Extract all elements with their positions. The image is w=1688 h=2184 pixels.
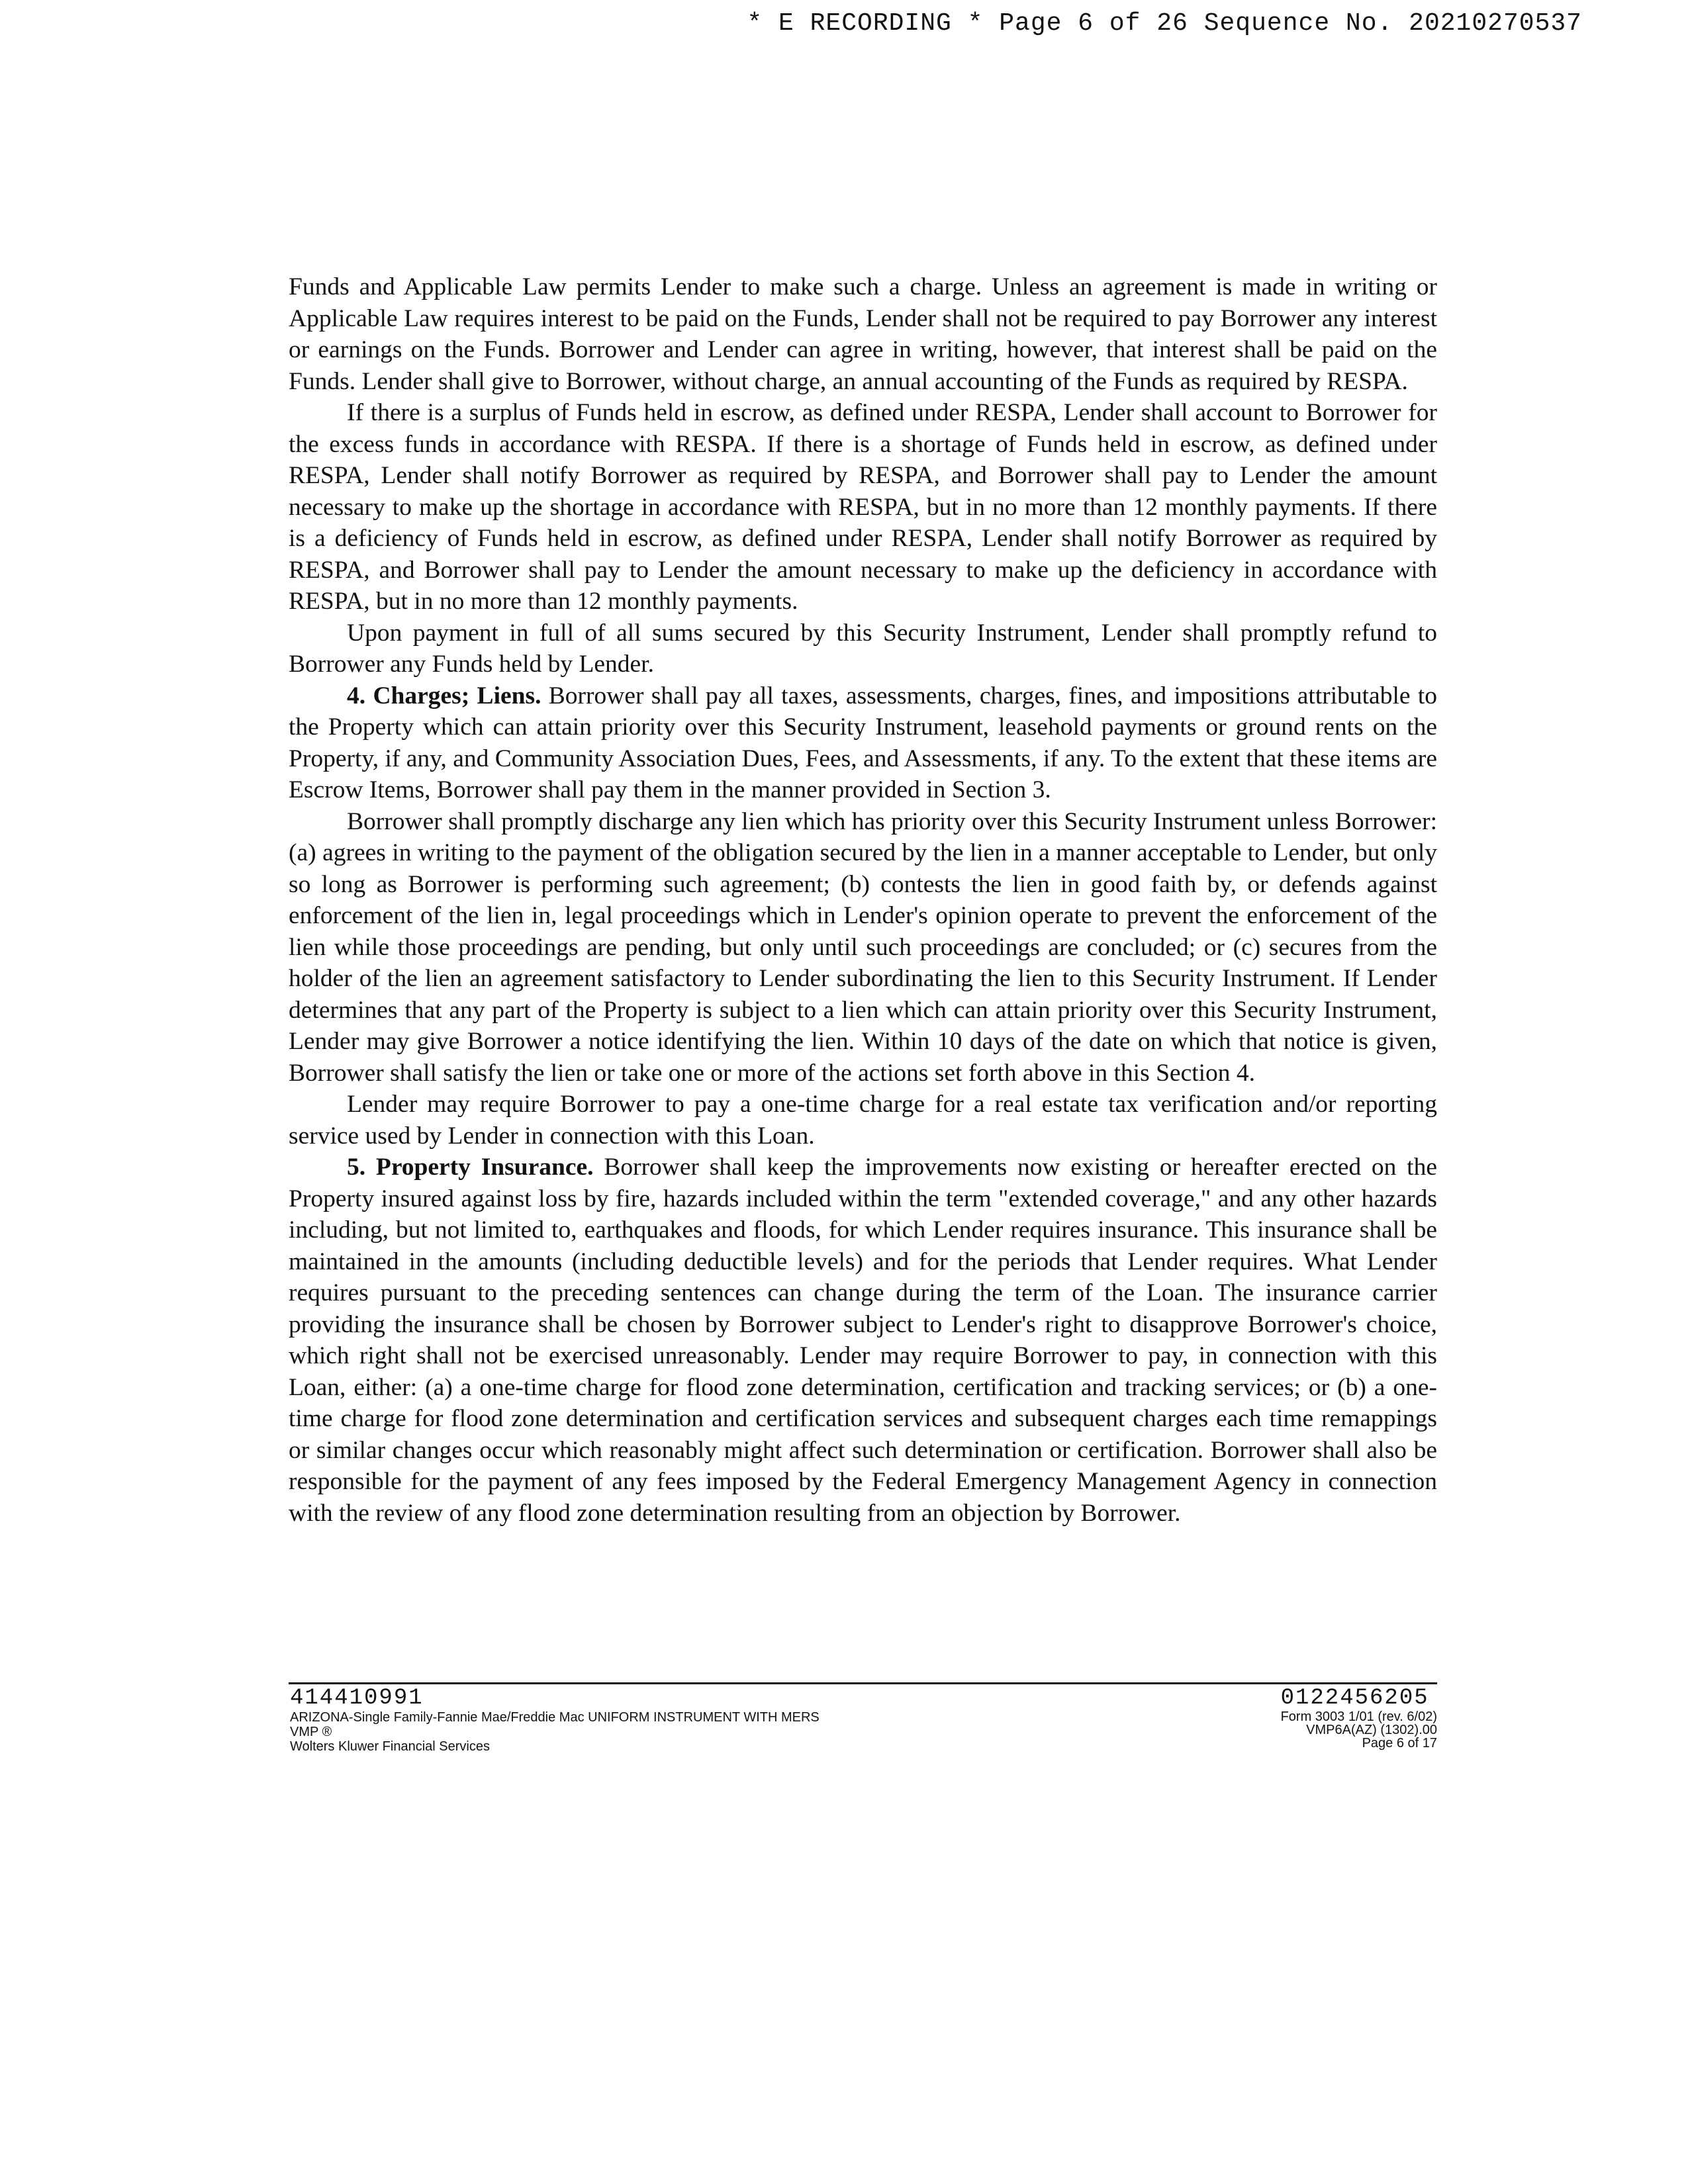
footer-document-number: 0122456205 (1280, 1686, 1429, 1711)
footer-vmp-code: VMP6A(AZ) (1302).00 (1306, 1723, 1437, 1737)
footer-page-number: Page 6 of 17 (1362, 1736, 1437, 1751)
footer-vmp-mark: VMP ® (290, 1725, 332, 1739)
section-4-heading: 4. Charges; Liens. (347, 682, 541, 709)
recording-stamp-header: * E RECORDING * Page 6 of 26 Sequence No. 20210270537 (747, 9, 1582, 38)
paragraph-tax-verification: Lender may require Borrower to pay a one-time charge for a real estate tax verification and/or reporting service used by Lender in connection with this Loan. (289, 1091, 1437, 1150)
section-5-text: Borrower shall keep the improvements now existing or hereafter erected on the Property insured against loss by fire, hazards included within the term "extended coverage," and any other hazards including, but not limited to, earthquakes and floods, for which Lender requires insurance. This insurance shall be maintained in the amounts (including deductible levels) and for the periods that Lender requires. What Lender requires pursuant to the preceding sentences can change during the term of the Loan. The insurance carrier providing the insurance shall be chosen by Borrower subject to Lender's right to disapprove Borrower's choice, which right shall not be exercised unreasonably. Lender may require Borrower to pay, in connection with this Loan, either: (a) a one-time charge for flood zone determination, certification and tracking services; or (b) a one-time charge for flood zone determination and certification services and subsequent charges each time remappings or similar changes occur which reasonably might affect such determination or certification. Borrower shall also be responsible for the payment of any fees imposed by the Federal Emergency Management Agency in connection with the review of any flood zone determination resulting from an objection by Borrower. (289, 1154, 1437, 1527)
document-body (289, 271, 1437, 1529)
paragraph-discharge-lien: Borrower shall promptly discharge any lien which has priority over this Security Instrument unless Borrower: (a) agrees in writing to the payment of the obligation secured by the lien in a manner acceptable to Lender, but only so long as Borrower is performing such agreement; (b) contests the lien in good faith by, or defends against enforcement of the lien in, legal proceedings which in Lender's opinion operate to prevent the enforcement of the lien while those proceedings are pending, but only until such proceedings are concluded; or (c) secures from the holder of the lien an agreement satisfactory to Lender subordinating the lien to this Security Instrument. If Lender determines that any part of the Property is subject to a lien which can attain priority over this Security Instrument, Lender may give Borrower a notice identifying the lien. Within 10 days of the date on which that notice is given, Borrower shall satisfy the lien or take one or more of the actions set forth above in this Section 4. (289, 807, 1437, 1087)
section-4-charges-liens (289, 680, 1437, 806)
paragraph-escrow-surplus: If there is a surplus of Funds held in escrow, as defined under RESPA, Lender shall account to Borrower for the excess funds in accordance with RESPA. If there is a shortage of Funds held in escrow, as defined under RESPA, Lender shall notify Borrower as required by RESPA, and Borrower shall pay to Lender the amount necessary to make up the shortage in accordance with RESPA, but in no more than 12 monthly payments. If there is a deficiency of Funds held in escrow, as defined under RESPA, Lender shall notify Borrower as required by RESPA, and Borrower shall pay to Lender the amount necessary to make up the deficiency in accordance with RESPA, but in no more than 12 monthly payments. (289, 399, 1437, 615)
footer-publisher: Wolters Kluwer Financial Services (290, 1739, 490, 1754)
section-5-heading: 5. Property Insurance. (347, 1154, 594, 1181)
footer-left-block (290, 1686, 820, 1754)
footer-right-block (1281, 1686, 1437, 1750)
footer-instrument-title: ARIZONA-Single Family-Fannie Mae/Freddie Mac UNIFORM INSTRUMENT WITH MERS (290, 1710, 820, 1725)
section-5-property-insurance (289, 1152, 1437, 1529)
section-4-text: Borrower shall pay all taxes, assessments, charges, fines, and impositions attributable to the Property which can attain priority over this Security Instrument, leasehold payments or ground rents on the Property, if any, and Community Association Dues, Fees, and Assessments, if any. To the extent that these items are Escrow Items, Borrower shall pay them in the manner provided in Section 3. (289, 682, 1437, 803)
paragraph-refund: Upon payment in full of all sums secured by this Security Instrument, Lender shall promptly refund to Borrower any Funds held by Lender. (289, 619, 1437, 678)
footer-form-number: Form 3003 1/01 (rev. 6/02) (1280, 1709, 1437, 1724)
paragraph-funds-interest: Funds and Applicable Law permits Lender to make such a charge. Unless an agreement is made in writing or Applicable Law requires interest to be paid on the Funds, Lender shall not be required to pay Borrower any interest or earnings on the Funds. Borrower and Lender can agree in writing, however, that interest shall be paid on the Funds. Lender shall give to Borrower, without charge, an annual accounting of the Funds as required by RESPA. (289, 273, 1437, 395)
footer-divider (289, 1682, 1437, 1684)
footer-loan-number: 414410991 (290, 1686, 424, 1711)
